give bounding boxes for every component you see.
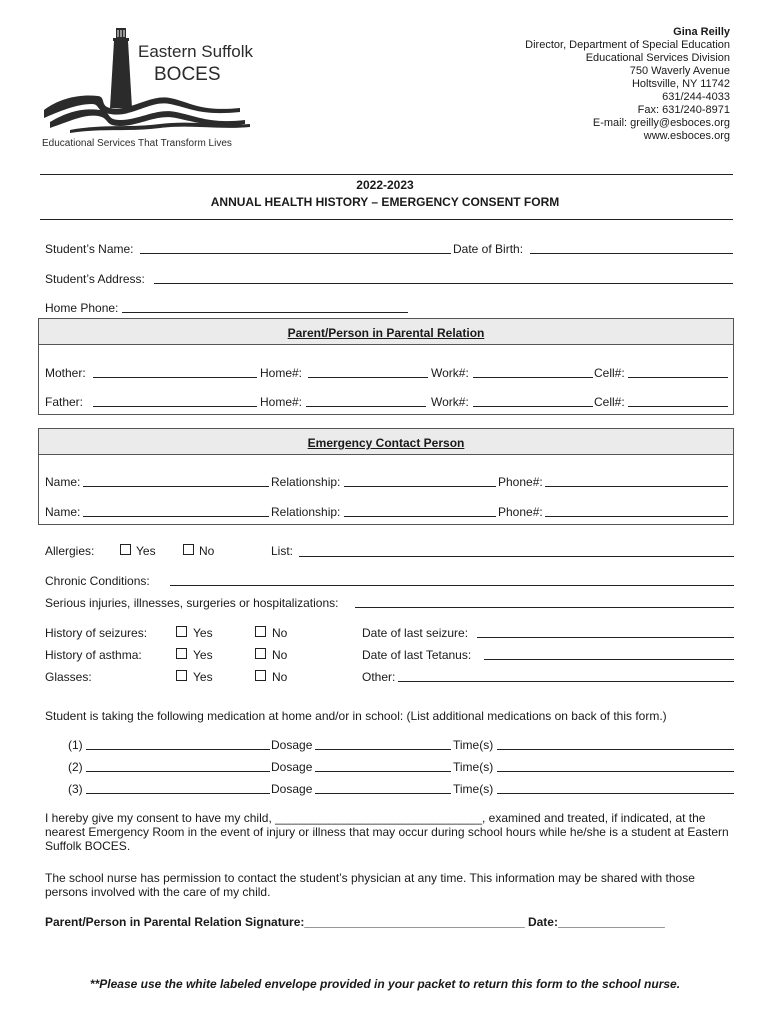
contact-fax: Fax: 631/240-8971 — [637, 104, 730, 116]
asthma-no-checkbox[interactable] — [255, 648, 266, 659]
serious-injuries-label: Serious injuries, illnesses, surgeries or hospitalizations: — [45, 596, 339, 610]
logo-tagline: Educational Services That Transform Lives — [42, 138, 232, 149]
contact-name: Gina Reilly — [673, 26, 730, 38]
glasses-no-label: No — [272, 670, 288, 684]
footer-note: **Please use the white labeled envelope provided in your packet to return this form to the school nurse. — [89, 977, 681, 991]
emergency1-relationship-label: Relationship: — [271, 475, 341, 489]
serious-injuries-field[interactable] — [355, 607, 734, 608]
mother-work-label: Work#: — [431, 366, 469, 380]
mother-cell-label: Cell#: — [594, 366, 625, 380]
permission-paragraph: The school nurse has permission to contact the student’s physician at any time. This information may be shared with those persons involved with the care of my child. — [45, 871, 695, 899]
father-cell-field[interactable] — [628, 406, 728, 407]
student-name-label: Student’s Name: — [45, 242, 134, 256]
glasses-label: Glasses: — [45, 670, 92, 684]
glasses-yes-label: Yes — [193, 670, 213, 684]
glasses-yes-checkbox[interactable] — [176, 670, 187, 681]
form-year: 2022-2023 — [356, 178, 414, 192]
seizures-no-label: No — [272, 626, 288, 640]
seizures-label: History of seizures: — [45, 626, 148, 640]
medication2-name-field[interactable] — [86, 771, 270, 772]
allergies-yes-label: Yes — [136, 544, 156, 558]
mother-label: Mother: — [45, 366, 86, 380]
logo-name-line2: BOCES — [154, 64, 221, 85]
medication-intro: Student is taking the following medication at home and/or in school: (List additional medications on back of this form.) — [45, 709, 667, 723]
emergency1-phone-field[interactable] — [545, 486, 728, 487]
last-tetanus-field[interactable] — [484, 659, 734, 660]
contact-block — [430, 26, 730, 143]
emergency1-phone-label: Phone#: — [498, 475, 543, 489]
form-title: ANNUAL HEALTH HISTORY – EMERGENCY CONSENT FORM — [210, 195, 560, 209]
seizures-yes-label: Yes — [193, 626, 213, 640]
emergency-section-header — [39, 429, 733, 455]
parent-section-heading: Parent/Person in Parental Relation — [287, 326, 485, 340]
signature-line[interactable]: Parent/Person in Parental Relation Signature:_________________________________ Date:________________ — [45, 915, 665, 929]
medication2-dosage-label: Dosage — [271, 760, 313, 774]
home-phone-field[interactable] — [122, 312, 408, 313]
last-seizure-label: Date of last seizure: — [362, 626, 469, 640]
other-field[interactable] — [398, 681, 734, 682]
medication3-dosage-label: Dosage — [271, 782, 313, 796]
father-label: Father: — [45, 395, 84, 409]
father-home-label: Home#: — [260, 395, 303, 409]
medication2-dosage-field[interactable] — [315, 771, 451, 772]
medication1-dosage-field[interactable] — [315, 749, 451, 750]
medication3-time-label: Time(s) — [453, 782, 494, 796]
father-work-field[interactable] — [473, 406, 593, 407]
home-phone-label: Home Phone: — [45, 301, 119, 315]
seizures-yes-checkbox[interactable] — [176, 626, 187, 637]
title-rule-bottom — [40, 219, 733, 220]
asthma-label: History of asthma: — [45, 648, 142, 662]
contact-street: 750 Waverly Avenue — [629, 65, 730, 77]
parent-section-header — [39, 319, 733, 345]
student-name-field[interactable] — [140, 253, 451, 254]
asthma-yes-checkbox[interactable] — [176, 648, 187, 659]
emergency-section — [38, 428, 734, 525]
allergies-label: Allergies: — [45, 544, 95, 558]
emergency2-name-field[interactable] — [83, 516, 269, 517]
medication1-dosage-label: Dosage — [271, 738, 313, 752]
emergency2-phone-label: Phone#: — [498, 505, 543, 519]
medication2-time-label: Time(s) — [453, 760, 494, 774]
last-tetanus-label: Date of last Tetanus: — [362, 648, 472, 662]
father-home-field[interactable] — [306, 406, 426, 407]
emergency1-name-field[interactable] — [83, 486, 269, 487]
emergency1-relationship-field[interactable] — [344, 486, 496, 487]
emergency2-relationship-label: Relationship: — [271, 505, 341, 519]
other-label: Other: — [362, 670, 396, 684]
medication1-number: (1) — [68, 738, 83, 752]
mother-name-field[interactable] — [93, 377, 257, 378]
father-name-field[interactable] — [93, 406, 257, 407]
allergies-no-label: No — [199, 544, 215, 558]
father-work-label: Work#: — [431, 395, 469, 409]
mother-cell-field[interactable] — [628, 377, 728, 378]
contact-city: Holtsville, NY 11742 — [631, 78, 730, 90]
emergency2-phone-field[interactable] — [545, 516, 728, 517]
allergies-yes-checkbox[interactable] — [120, 544, 131, 555]
glasses-no-checkbox[interactable] — [255, 670, 266, 681]
medication2-time-field[interactable] — [497, 771, 734, 772]
emergency2-name-label: Name: — [45, 505, 81, 519]
allergies-no-checkbox[interactable] — [183, 544, 194, 555]
allergies-list-field[interactable] — [299, 556, 734, 557]
medication3-name-field[interactable] — [86, 793, 270, 794]
emergency2-relationship-field[interactable] — [344, 516, 496, 517]
medication3-time-field[interactable] — [497, 793, 734, 794]
esboces-logo — [40, 24, 255, 154]
student-address-field[interactable] — [154, 283, 733, 284]
contact-division: Educational Services Division — [585, 52, 730, 64]
medication3-number: (3) — [68, 782, 83, 796]
contact-web: www.esboces.org — [643, 130, 730, 142]
seizures-no-checkbox[interactable] — [255, 626, 266, 637]
mother-home-label: Home#: — [260, 366, 303, 380]
emergency-section-heading: Emergency Contact Person — [307, 436, 465, 450]
mother-work-field[interactable] — [473, 377, 593, 378]
consent-paragraph: I hereby give my consent to have my child, _______________________________, examined and treated, if indicated, at the nearest Emergency Room in the event of injury or illness that may occur during school hours while he/she is a student at Eastern Suffolk BOCES. — [45, 811, 729, 853]
contact-title: Director, Department of Special Education — [525, 39, 730, 51]
dob-field[interactable] — [530, 253, 733, 254]
contact-email: E-mail: greilly@esboces.org — [592, 117, 730, 129]
title-rule-top — [40, 174, 733, 175]
dob-label: Date of Birth: — [453, 242, 524, 256]
allergies-list-label: List: — [271, 544, 294, 558]
chronic-conditions-field[interactable] — [170, 585, 734, 586]
contact-phone: 631/244-4033 — [662, 91, 730, 103]
asthma-yes-label: Yes — [193, 648, 213, 662]
medication1-name-field[interactable] — [86, 749, 270, 750]
medication1-time-field[interactable] — [497, 749, 734, 750]
mother-home-field[interactable] — [308, 377, 428, 378]
chronic-conditions-label: Chronic Conditions: — [45, 574, 150, 588]
asthma-no-label: No — [272, 648, 288, 662]
student-address-label: Student’s Address: — [45, 272, 145, 286]
logo-name-line1: Eastern Suffolk — [138, 42, 253, 61]
medication2-number: (2) — [68, 760, 83, 774]
last-seizure-field[interactable] — [477, 637, 734, 638]
medication1-time-label: Time(s) — [453, 738, 494, 752]
emergency1-name-label: Name: — [45, 475, 81, 489]
medication3-dosage-field[interactable] — [315, 793, 451, 794]
parent-section — [38, 318, 734, 415]
father-cell-label: Cell#: — [594, 395, 625, 409]
